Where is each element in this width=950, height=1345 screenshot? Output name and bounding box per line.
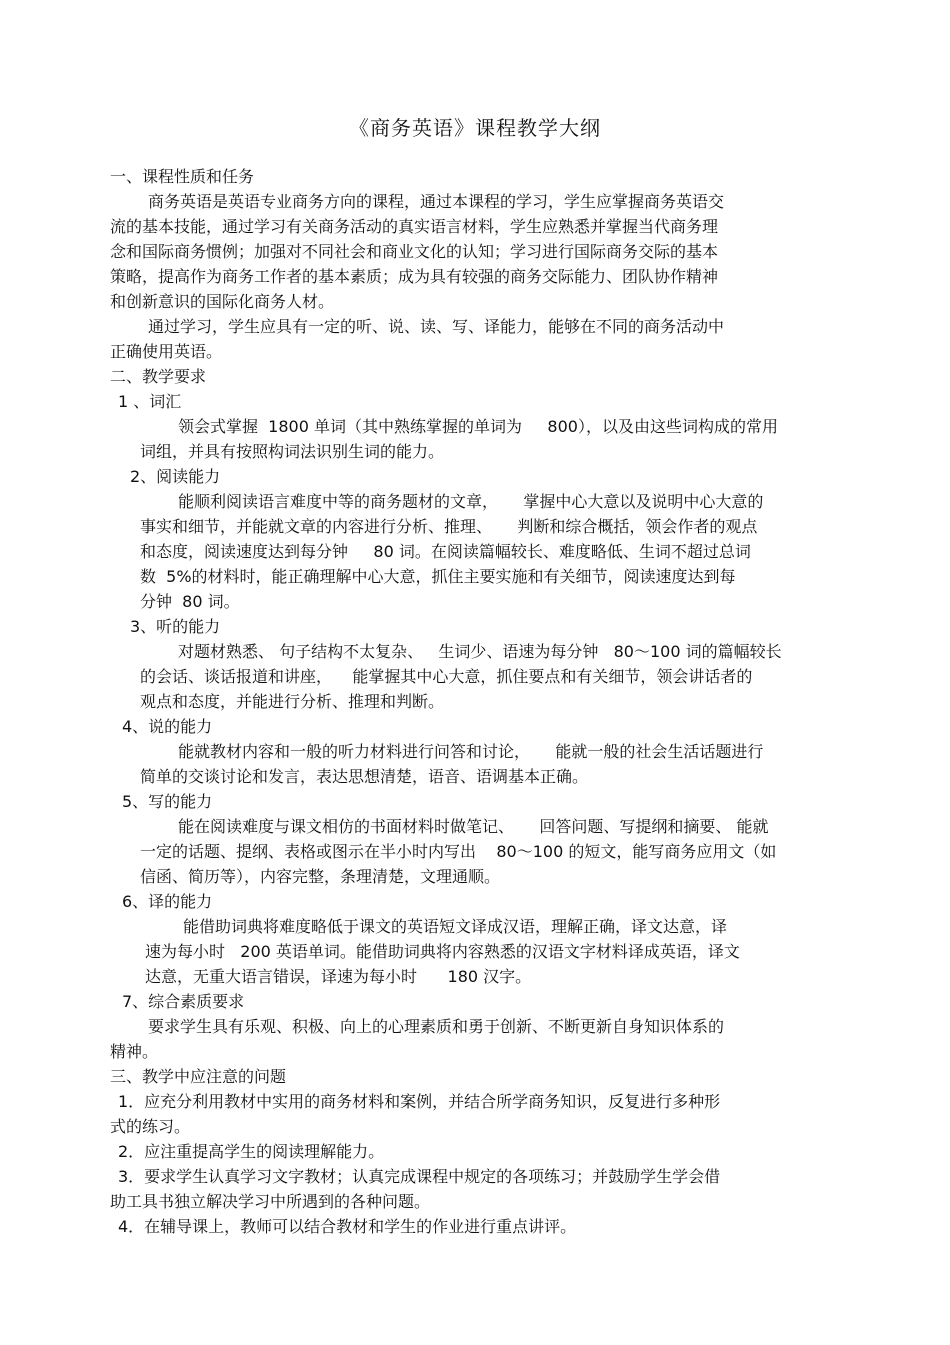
- section-heading-1: 一、课程性质和任务: [110, 167, 255, 186]
- paragraph-line: 领会式掌握 1800 单词（其中熟练掌握的单词为 800），以及由这些词构成的常用: [178, 417, 778, 436]
- paragraph-line: 简单的交谈讨论和发言，表达思想清楚，语音、语调基本正确。: [140, 767, 589, 786]
- paragraph-line: 念和国际商务惯例；加强对不同社会和商业文化的认知；学习进行国际商务交际的基本: [110, 242, 719, 261]
- paragraph-line: 的会话、谈话报道和讲座， 能掌握其中心大意，抓住要点和有关细节，领会讲话者的: [140, 667, 753, 686]
- subheading-writing: 5、写的能力: [122, 792, 213, 811]
- subheading-translation: 6、译的能力: [122, 892, 213, 911]
- paragraph-line: 能顺利阅读语言难度中等的商务题材的文章， 掌握中心大意以及说明中心大意的: [178, 492, 764, 511]
- paragraph-line: 能借助词典将难度略低于课文的英语短文译成汉语，理解正确，译文达意，译: [183, 917, 728, 936]
- section-heading-2: 二、教学要求: [110, 367, 207, 386]
- list-item: 3．要求学生认真学习文字教材；认真完成课程中规定的各项练习；并鼓励学生学会借: [118, 1167, 721, 1186]
- paragraph-line: 流的基本技能，通过学习有关商务活动的真实语言材料，学生应熟悉并掌握当代商务理: [110, 217, 719, 236]
- list-item: 4．在辅导课上，教师可以结合教材和学生的作业进行重点讲评。: [118, 1217, 577, 1236]
- paragraph-line: 观点和态度，并能进行分析、推理和判断。: [140, 692, 445, 711]
- paragraph-line: 数 5%的材料时，能正确理解中心大意，抓住主要实施和有关细节，阅读速度达到每: [140, 567, 736, 586]
- subheading-overall-quality: 7、综合素质要求: [122, 992, 245, 1011]
- paragraph-line: 和创新意识的国际化商务人材。: [110, 292, 335, 311]
- list-item: 1．应充分利用教材中实用的商务材料和案例，并结合所学商务知识，反复进行多种形: [118, 1092, 721, 1111]
- paragraph-line: 能就教材内容和一般的听力材料进行问答和讨论， 能就一般的社会生活话题进行: [178, 742, 764, 761]
- section-heading-3: 三、教学中应注意的问题: [110, 1067, 287, 1086]
- paragraph-line: 能在阅读难度与课文相仿的书面材料时做笔记、 回答问题、写提纲和摘要、 能就: [178, 817, 769, 836]
- subheading-reading: 2、阅读能力: [130, 467, 221, 486]
- paragraph-line: 助工具书独立解决学习中所遇到的各种问题。: [110, 1192, 431, 1211]
- paragraph-line: 达意，无重大语言错误，译速为每小时 180 汉字。: [145, 967, 532, 986]
- paragraph-line: 一定的话题、提纲、表格或图示在半小时内写出 80～100 的短文，能写商务应用文（如: [140, 842, 777, 861]
- subheading-listening: 3、听的能力: [130, 617, 221, 636]
- paragraph-line: 信函、简历等），内容完整，条理清楚，文理通顺。: [140, 867, 501, 886]
- paragraph-line: 要求学生具有乐观、积极、向上的心理素质和勇于创新、不断更新自身知识体系的: [148, 1017, 725, 1036]
- paragraph-line: 正确使用英语。: [110, 342, 223, 361]
- subheading-speaking: 4、说的能力: [122, 717, 213, 736]
- document-title: 《商务英语》课程教学大纲: [349, 116, 601, 140]
- paragraph-line: 词组，并具有按照构词法识别生词的能力。: [140, 442, 445, 461]
- paragraph-line: 精神。: [110, 1042, 159, 1061]
- paragraph-line: 分钟 80 词。: [140, 592, 240, 611]
- subheading-vocabulary: 1 、词汇: [118, 392, 182, 411]
- paragraph-line: 式的练习。: [110, 1117, 191, 1136]
- paragraph-line: 对题材熟悉、 句子结构不太复杂、 生词少、语速为每分钟 80～100 词的篇幅较长: [178, 642, 782, 661]
- paragraph-line: 通过学习，学生应具有一定的听、说、读、写、译能力，能够在不同的商务活动中: [148, 317, 725, 336]
- paragraph-line: 速为每小时 200 英语单词。能借助词典将内容熟悉的汉语文字材料译成英语，译文: [145, 942, 740, 961]
- paragraph-line: 商务英语是英语专业商务方向的课程，通过本课程的学习，学生应掌握商务英语交: [148, 192, 725, 211]
- paragraph-line: 和态度，阅读速度达到每分钟 80 词。在阅读篇幅较长、难度略低、生词不超过总词: [140, 542, 751, 561]
- paragraph-line: 事实和细节，并能就文章的内容进行分析、推理、 判断和综合概括，领会作者的观点: [140, 517, 758, 536]
- list-item: 2．应注重提高学生的阅读理解能力。: [118, 1142, 385, 1161]
- paragraph-line: 策略，提高作为商务工作者的基本素质；成为具有较强的商务交际能力、团队协作精神: [110, 267, 719, 286]
